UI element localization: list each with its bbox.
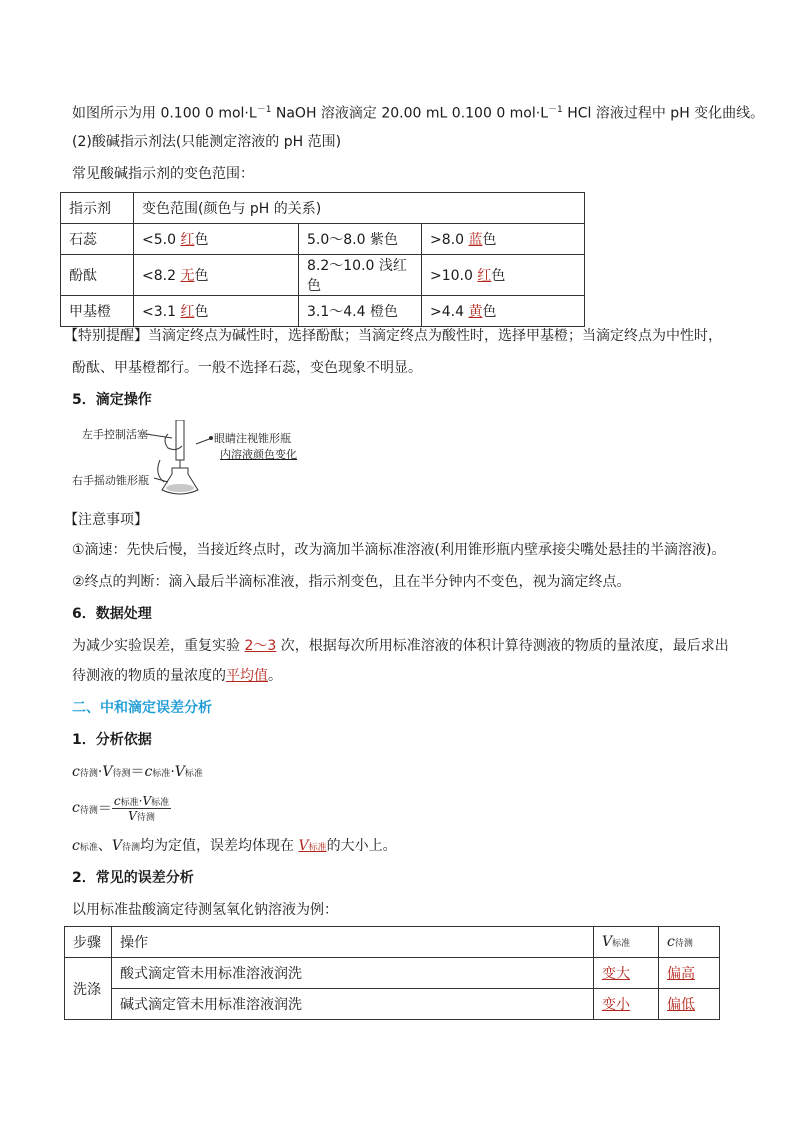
cell-text: 色 bbox=[491, 268, 506, 284]
table-row bbox=[61, 224, 585, 255]
answer-text: 变小 bbox=[602, 997, 630, 1013]
formula-subscript: 待测 bbox=[136, 812, 155, 823]
tip-line-2: 酚酞、甲基橙都行。一般不选择石蕊，变色现象不明显。 bbox=[72, 360, 422, 376]
answer-text: 黄 bbox=[468, 304, 483, 320]
range-cell bbox=[134, 255, 299, 296]
example-text: 以用标准盐酸滴定待测氢氧化钠溶液为例： bbox=[72, 902, 338, 918]
formula-subscript: 待测 bbox=[112, 769, 131, 779]
formula-symbol: · bbox=[170, 764, 175, 780]
formula-symbol: V bbox=[142, 793, 152, 808]
cell-text: 色 bbox=[194, 268, 209, 284]
answer-text: 红 bbox=[180, 232, 195, 248]
answer-text: 红 bbox=[477, 268, 492, 284]
tip-line-1: 【特别提醒】当滴定终点为碱性时，选择酚酞；当滴定终点为酸性时，选择甲基橙；当滴定终点为中性时， bbox=[64, 328, 722, 344]
operation-cell: 酸式滴定管未用标准溶液润洗 bbox=[112, 958, 594, 989]
range-cell bbox=[422, 296, 585, 327]
v-cell bbox=[594, 989, 659, 1020]
formula-subscript: 标准 bbox=[79, 843, 98, 853]
formula-symbol: V bbox=[111, 838, 122, 854]
indicator-name: 酚酞 bbox=[61, 255, 134, 296]
formula-fraction bbox=[112, 794, 171, 823]
titration-figure bbox=[72, 420, 312, 498]
section-heading: 6．数据处理 bbox=[72, 606, 152, 622]
figure-label: 左手控制活塞 bbox=[82, 428, 148, 441]
indicator-name: 石蕊 bbox=[61, 224, 134, 255]
section6-line-2 bbox=[72, 666, 282, 686]
formula-symbol: V bbox=[298, 838, 309, 854]
intro-line-1 bbox=[72, 100, 764, 124]
cell-text: <8.2 bbox=[142, 268, 181, 284]
note-2: ②终点的判断：滴入最后半滴标准液，指示剂变色，且在半分钟内不变色，视为滴定终点。 bbox=[72, 574, 631, 590]
table-row bbox=[65, 958, 720, 989]
header-cell: 变色范围(颜色与 pH 的关系) bbox=[134, 193, 585, 224]
formula-symbol: V bbox=[602, 934, 613, 950]
header-cell bbox=[594, 927, 659, 958]
formula-symbol: c bbox=[113, 793, 121, 808]
formula-3 bbox=[72, 836, 397, 858]
table-row bbox=[61, 255, 585, 296]
exponent: －1 bbox=[548, 105, 563, 115]
figure-label: 右手摇动锥形瓶 bbox=[72, 474, 149, 487]
section-heading: 1．分析依据 bbox=[72, 732, 152, 748]
formula-symbol: V bbox=[102, 764, 113, 780]
table-row bbox=[65, 927, 720, 958]
answer-text: 变大 bbox=[602, 966, 630, 982]
cell-text: 色 bbox=[482, 232, 497, 248]
step-cell: 洗涤 bbox=[65, 958, 112, 1020]
range-cell bbox=[134, 224, 299, 255]
formula-symbol: V bbox=[174, 764, 185, 780]
formula-symbol: V bbox=[128, 808, 137, 823]
cell-text: >10.0 bbox=[430, 268, 478, 284]
formula-symbol: ＝ bbox=[97, 801, 112, 817]
formula-subscript: 标准 bbox=[308, 843, 327, 853]
formula-subscript: 待测 bbox=[79, 806, 98, 816]
range-cell bbox=[422, 255, 585, 296]
notes-heading: 【注意事项】 bbox=[64, 512, 148, 528]
body-text: 次，根据每次所用标准溶液的体积计算待测液的物质的量浓度，最后求出 bbox=[276, 638, 729, 654]
section6-line-1 bbox=[72, 636, 729, 656]
exponent: －1 bbox=[256, 105, 272, 115]
formula-symbol: c bbox=[667, 934, 675, 950]
intro-text: 如图所示为用 0.100 0 mol·L bbox=[72, 105, 257, 122]
body-text: 。 bbox=[268, 668, 282, 684]
formula-subscript: 标准 bbox=[612, 939, 631, 949]
fraction-denominator bbox=[112, 809, 171, 823]
c-cell bbox=[659, 958, 720, 989]
formula-subscript: 标准 bbox=[151, 797, 170, 808]
cell-text: 色 bbox=[194, 304, 209, 320]
cell-text: >4.4 bbox=[430, 304, 469, 320]
formula-subscript: 标准 bbox=[120, 797, 139, 808]
formula-symbol: · bbox=[97, 764, 103, 780]
answer-text: 无 bbox=[180, 268, 195, 284]
section-heading: 5．滴定操作 bbox=[72, 392, 152, 408]
section-heading: 2．常见的误差分析 bbox=[72, 870, 194, 886]
formula-subscript: 待测 bbox=[674, 939, 693, 949]
formula-subscript: 标准 bbox=[184, 769, 203, 779]
answer-text: 偏高 bbox=[667, 966, 695, 982]
indicator-table bbox=[60, 192, 585, 327]
formula-subscript: 标准 bbox=[152, 769, 171, 779]
cell-text: <5.0 bbox=[142, 232, 181, 248]
table-row bbox=[61, 296, 585, 327]
body-text: 待测液的物质的量浓度的 bbox=[72, 668, 226, 684]
intro-line-3: 常见酸碱指示剂的变色范围： bbox=[72, 166, 254, 182]
answer-text: 偏低 bbox=[667, 997, 695, 1013]
intro-line-2: (2)酸碱指示剂法(只能测定溶液的 pH 范围) bbox=[72, 134, 342, 150]
formula-2 bbox=[72, 790, 171, 826]
formula-symbol: c bbox=[144, 764, 153, 780]
indicator-name: 甲基橙 bbox=[61, 296, 134, 327]
range-cell: 8.2～10.0 浅红色 bbox=[299, 255, 422, 296]
intro-text: HCl 溶液过程中 pH 变化曲线。 bbox=[562, 105, 765, 122]
cell-text: 色 bbox=[482, 304, 497, 320]
answer-text bbox=[298, 838, 326, 854]
answer-text: 平均值 bbox=[226, 668, 268, 684]
intro-text: NaOH 溶液滴定 20.00 mL 0.100 0 mol·L bbox=[271, 105, 549, 122]
cell-text: >8.0 bbox=[430, 232, 469, 248]
formula-1 bbox=[72, 762, 203, 784]
v-cell bbox=[594, 958, 659, 989]
formula-subscript: 待测 bbox=[121, 843, 140, 853]
cell-text: <3.1 bbox=[142, 304, 181, 320]
header-cell: 步骤 bbox=[65, 927, 112, 958]
answer-text: 蓝 bbox=[468, 232, 483, 248]
answer-text: 2～3 bbox=[244, 638, 277, 654]
answer-text: 红 bbox=[180, 304, 195, 320]
formula-symbol: ＝ bbox=[130, 764, 145, 780]
cell-text: 色 bbox=[194, 232, 209, 248]
figure-label: 内溶液颜色变化 bbox=[220, 448, 297, 461]
body-text: 均为定值，误差均体现在 bbox=[140, 838, 299, 854]
part-heading: 二、中和滴定误差分析 bbox=[72, 700, 212, 716]
error-table bbox=[64, 926, 720, 1020]
range-cell bbox=[134, 296, 299, 327]
operation-cell: 碱式滴定管未用标准溶液润洗 bbox=[112, 989, 594, 1020]
range-cell: 5.0～8.0 紫色 bbox=[299, 224, 422, 255]
header-cell: 指示剂 bbox=[61, 193, 134, 224]
header-cell bbox=[659, 927, 720, 958]
formula-symbol: c bbox=[72, 800, 80, 816]
range-cell: 3.1～4.4 橙色 bbox=[299, 296, 422, 327]
c-cell bbox=[659, 989, 720, 1020]
formula-subscript: 待测 bbox=[79, 769, 98, 779]
formula-symbol: c bbox=[72, 838, 80, 854]
body-text: 、 bbox=[97, 838, 112, 854]
body-text: 为减少实验误差，重复实验 bbox=[72, 638, 245, 654]
range-cell bbox=[422, 224, 585, 255]
header-cell: 操作 bbox=[112, 927, 594, 958]
table-row bbox=[65, 989, 720, 1020]
body-text: 的大小上。 bbox=[326, 838, 397, 854]
figure-label: 眼睛注视锥形瓶 bbox=[214, 432, 291, 445]
note-1: ①滴速：先快后慢，当接近终点时，改为滴加半滴标准溶液(利用锥形瓶内壁承接尖嘴处悬挂的半滴溶液)。 bbox=[72, 542, 726, 558]
formula-symbol: c bbox=[72, 764, 80, 780]
fraction-numerator: c标准·V标准 bbox=[113, 793, 170, 808]
table-row bbox=[61, 193, 585, 224]
